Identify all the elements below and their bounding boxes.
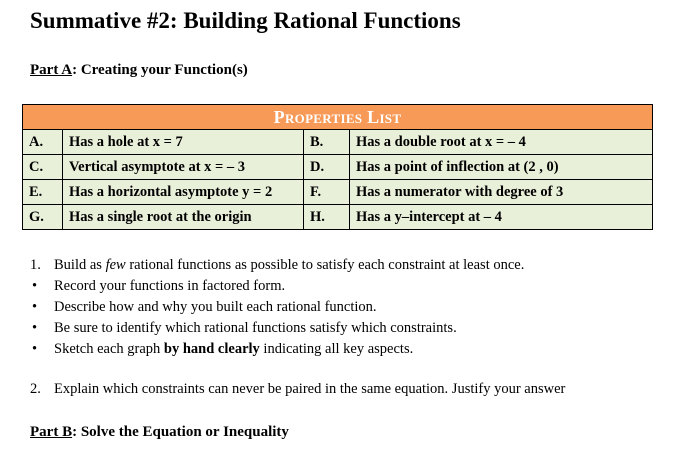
property-text: Vertical asymptote at x = – 3 — [63, 155, 304, 180]
property-key: G. — [23, 205, 63, 230]
table-row — [23, 180, 653, 205]
bullet-item — [30, 297, 680, 318]
part-b-label: Part B — [30, 424, 73, 440]
part-a-label: Part A — [30, 62, 73, 78]
properties-table — [22, 104, 653, 230]
properties-header: Properties List — [23, 105, 653, 130]
table-row — [23, 205, 653, 230]
bullet-text: Describe how and why you built each rational function. — [54, 299, 377, 315]
part-b-text: : Solve the Equation or Inequality — [72, 424, 289, 440]
property-text: Has a point of inflection at (2 , 0) — [350, 155, 653, 180]
document-title: Summative #2: Building Rational Functions — [30, 8, 461, 33]
instructions-list — [30, 255, 680, 360]
bullet-icon: • — [32, 299, 38, 315]
item-number: 2. — [30, 381, 41, 397]
item-number: 1. — [30, 257, 41, 273]
instruction-1 — [30, 255, 680, 276]
emphasis-few: few — [105, 257, 126, 273]
bullet-icon: • — [32, 320, 38, 336]
instruction-text: Explain which constraints can never be paired in the same equation. Justify your answer — [54, 381, 566, 397]
table-row — [23, 130, 653, 155]
bullet-icon: • — [32, 341, 38, 357]
instruction-2 — [30, 381, 565, 398]
property-key: C. — [23, 155, 63, 180]
part-a-text: : Creating your Function(s) — [72, 62, 248, 78]
property-text: Has a double root at x = – 4 — [350, 130, 653, 155]
property-text: Has a hole at x = 7 — [63, 130, 304, 155]
bullet-item — [30, 339, 680, 360]
instruction-text: rational functions as possible to satisfy each constraint at least once. — [125, 257, 525, 273]
property-key: F. — [304, 180, 350, 205]
property-key: H. — [304, 205, 350, 230]
bullet-icon: • — [32, 278, 38, 294]
property-text: Has a horizontal asymptote y = 2 — [63, 180, 304, 205]
property-key: A. — [23, 130, 63, 155]
bold-phrase: by hand clearly — [163, 341, 260, 357]
bullet-text: Be sure to identify which rational functions satisfy which constraints. — [54, 320, 457, 336]
bullet-text: Sketch each graph — [54, 341, 164, 357]
bullet-text: indicating all key aspects. — [259, 341, 414, 357]
property-text: Has a single root at the origin — [63, 205, 304, 230]
property-key: B. — [304, 130, 350, 155]
table-row — [23, 155, 653, 180]
bullet-item — [30, 318, 680, 339]
instruction-text: Build as — [54, 257, 106, 273]
property-key: D. — [304, 155, 350, 180]
bullet-item — [30, 276, 680, 297]
property-text: Has a numerator with degree of 3 — [350, 180, 653, 205]
part-b-heading — [30, 424, 289, 441]
property-key: E. — [23, 180, 63, 205]
bullet-text: Record your functions in factored form. — [54, 278, 286, 294]
part-a-heading — [30, 62, 248, 79]
property-text: Has a y–intercept at – 4 — [350, 205, 653, 230]
